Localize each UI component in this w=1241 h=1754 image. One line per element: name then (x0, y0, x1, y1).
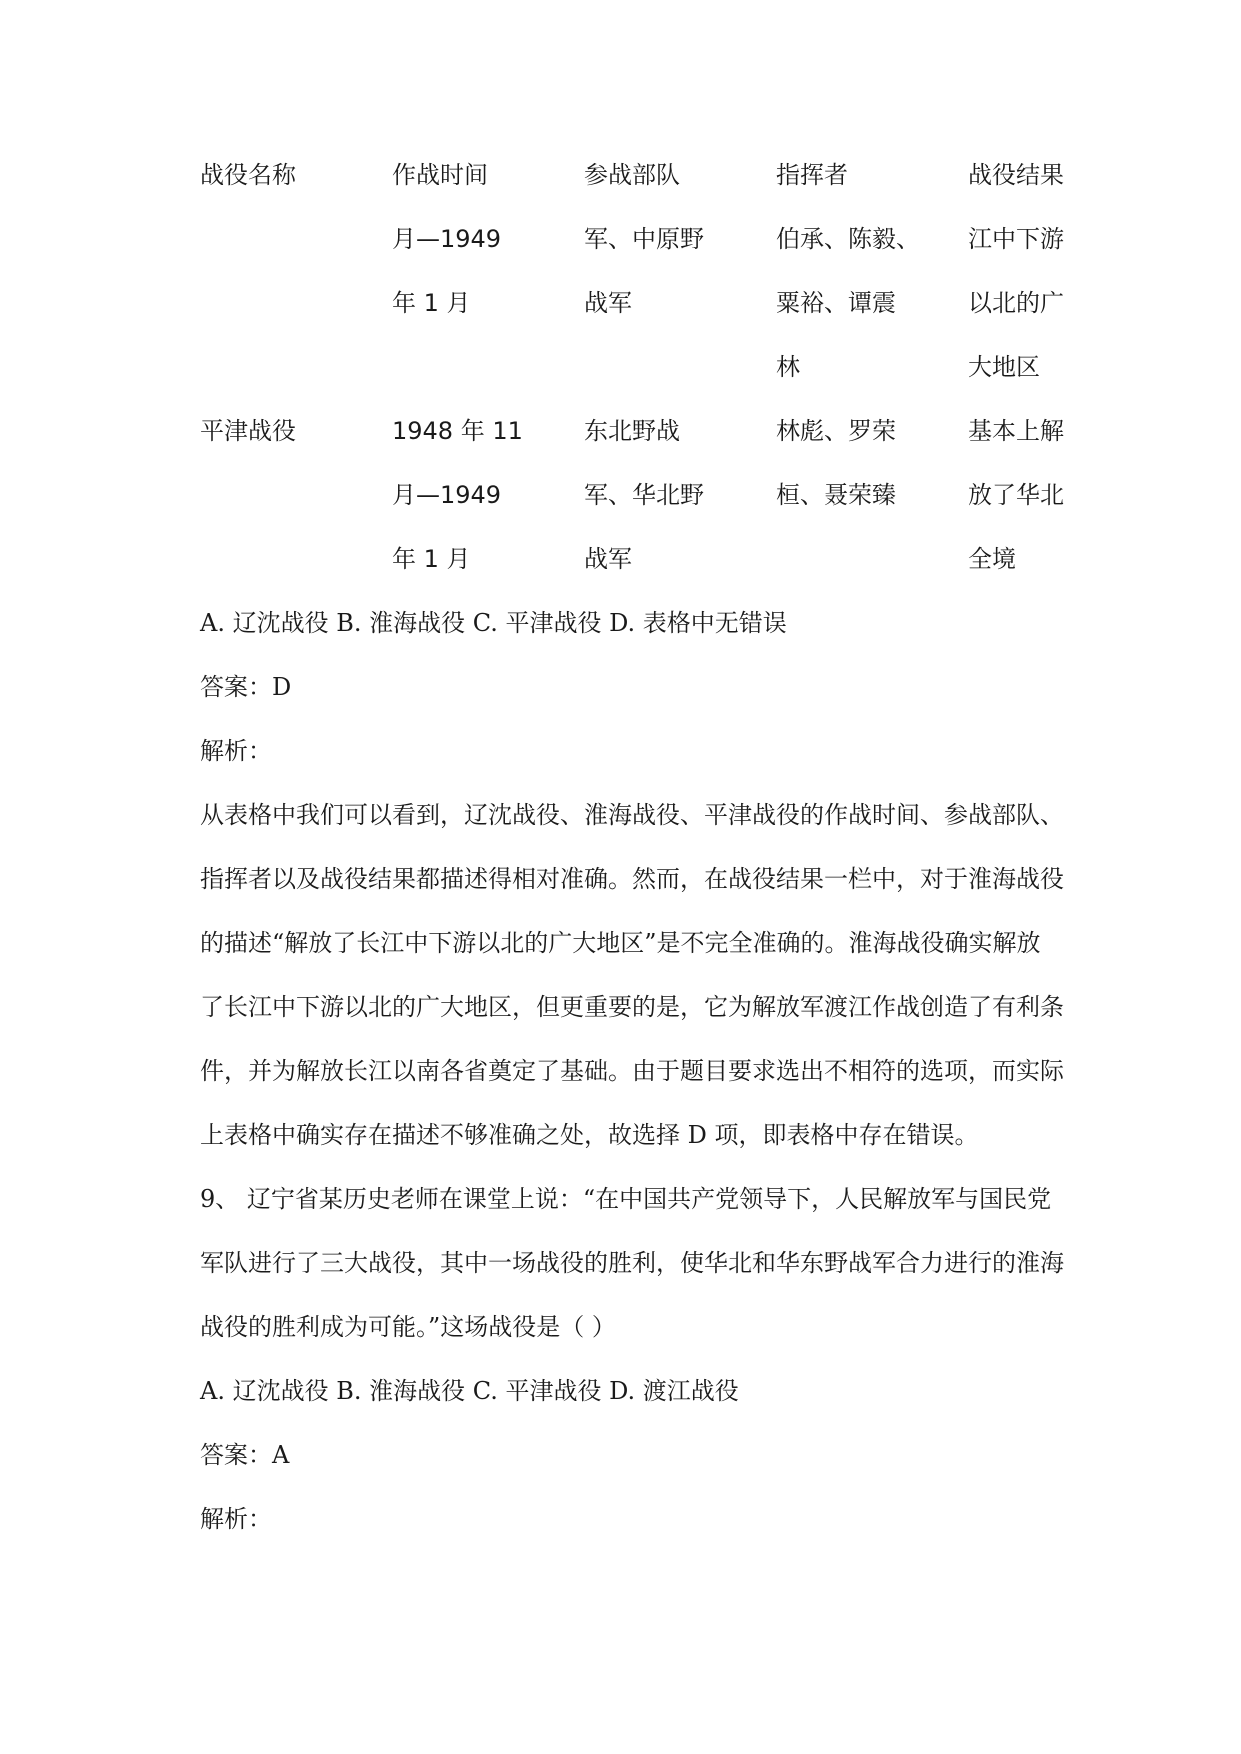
header-cell: 参战部队 (584, 161, 680, 189)
cell-line: 以北的广 (968, 289, 1064, 317)
cell-line: 粟裕、谭震 (776, 289, 896, 317)
table-row-pingjin-time (392, 399, 523, 591)
table-row-partial-commanders (776, 207, 920, 399)
cell-line: 月—1949 (392, 481, 502, 509)
header-cell: 作战时间 (392, 161, 488, 189)
cell-line: 全境 (968, 545, 1016, 573)
cell-line: 1948 年 11 (392, 417, 523, 445)
cell-line: 军、华北野 (584, 481, 704, 509)
table-row-partial-result (968, 207, 1064, 399)
cell-line: 战军 (584, 545, 632, 573)
q8-analysis-line: 从表格中我们可以看到，辽沈战役、淮海战役、平津战役的作战时间、参战部队、 (200, 801, 1064, 829)
header-cell: 指挥者 (776, 161, 848, 189)
table-header-commanders (776, 143, 848, 207)
q9-stem-line: 战役的胜利成为可能。”这场战役是（ ） (200, 1313, 616, 1341)
q8-analysis-label: 解析： (200, 737, 272, 765)
table-header-result (968, 143, 1064, 207)
cell-line: 大地区 (968, 353, 1040, 381)
q8-analysis-line: 件，并为解放长江以南各省奠定了基础。由于题目要求选出不相符的选项，而实际 (200, 1057, 1064, 1085)
cell-line: 放了华北 (968, 481, 1064, 509)
table-header-time (392, 143, 488, 207)
cell-line: 月—1949 (392, 225, 502, 253)
table-row-pingjin-name (200, 399, 296, 463)
table-row-partial-troops (584, 207, 704, 335)
cell-line: 林彪、罗荣 (776, 417, 896, 445)
q9-stem-line: 军队进行了三大战役，其中一场战役的胜利，使华北和华东野战军合力进行的淮海 (200, 1249, 1064, 1277)
cell-line: 平津战役 (200, 417, 296, 445)
q9-analysis-label: 解析： (200, 1505, 272, 1533)
cell-line: 东北野战 (584, 417, 680, 445)
cell-line: 基本上解 (968, 417, 1064, 445)
cell-line: 年 1 月 (392, 545, 471, 573)
q9-answer: 答案：A (200, 1441, 290, 1469)
cell-line: 江中下游 (968, 225, 1064, 253)
table-row-pingjin-commanders (776, 399, 896, 527)
header-cell: 战役结果 (968, 161, 1064, 189)
q8-answer: 答案：D (200, 673, 292, 701)
question-text-block (200, 591, 1100, 1551)
q8-options: A. 辽沈战役 B. 淮海战役 C. 平津战役 D. 表格中无错误 (200, 609, 787, 637)
table-row-pingjin-troops (584, 399, 704, 591)
cell-line: 战军 (584, 289, 632, 317)
table-header-name (200, 143, 296, 207)
table-row-partial-time (392, 207, 501, 335)
cell-line: 年 1 月 (392, 289, 471, 317)
table-row-pingjin-result (968, 399, 1064, 591)
header-cell: 战役名称 (200, 161, 296, 189)
q8-analysis-line: 的描述“解放了长江中下游以北的广大地区”是不完全准确的。淮海战役确实解放 (200, 929, 1041, 957)
cell-line: 军、中原野 (584, 225, 704, 253)
cell-line: 伯承、陈毅、 (776, 225, 920, 253)
cell-line: 桓、聂荣臻 (776, 481, 896, 509)
q8-analysis-line: 上表格中确实存在描述不够准确之处，故选择 D 项，即表格中存在错误。 (200, 1121, 979, 1149)
q8-analysis-line: 指挥者以及战役结果都描述得相对准确。然而，在战役结果一栏中，对于淮海战役 (200, 865, 1064, 893)
cell-line: 林 (776, 353, 800, 381)
q9-stem-line: 9、 辽宁省某历史老师在课堂上说：“在中国共产党领导下，人民解放军与国民党 (200, 1185, 1052, 1213)
q8-analysis-line: 了长江中下游以北的广大地区，但更重要的是，它为解放军渡江作战创造了有利条 (200, 993, 1064, 1021)
q9-options: A. 辽沈战役 B. 淮海战役 C. 平津战役 D. 渡江战役 (200, 1377, 739, 1405)
table-header-troops (584, 143, 680, 207)
